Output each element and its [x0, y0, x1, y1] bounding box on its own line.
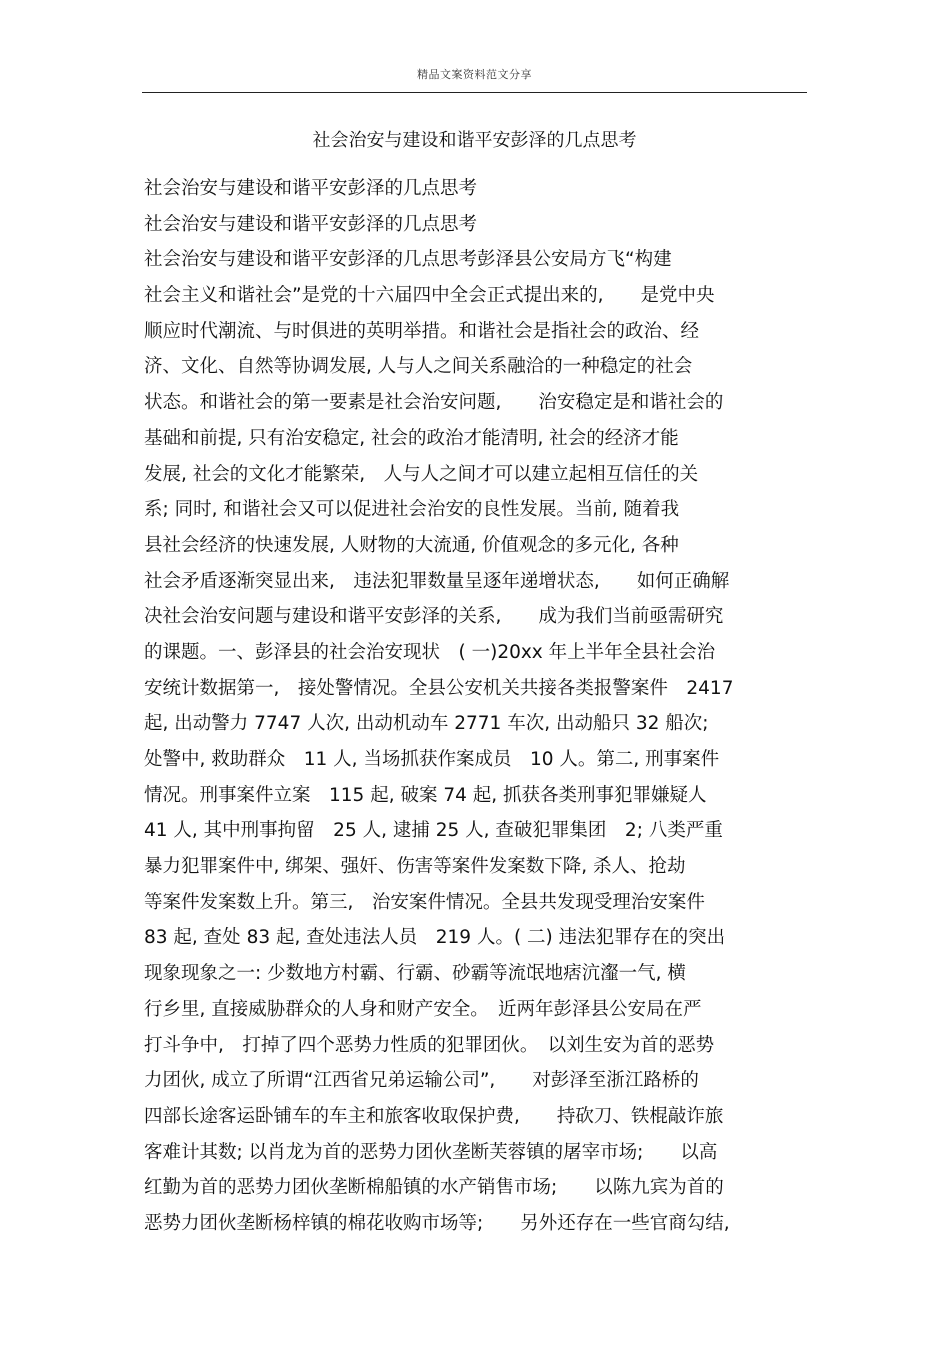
body-line: 社会治安与建设和谐平安彭泽的几点思考 — [144, 213, 478, 235]
body-line: 发展, 社会的文化才能繁荣, 人与人之间才可以建立起相互信任的关 — [144, 463, 699, 485]
body-line: 行乡里, 直接威胁群众的人身和财产安全。 近两年彭泽县公安局在严 — [144, 998, 702, 1020]
body-line: 安统计数据第一, 接处警情况。全县公安机关共接各类报警案件 2417 — [144, 677, 734, 699]
body-line: 现象现象之一: 少数地方村霸、行霸、砂霸等流氓地痞沆瀣一气, 横 — [144, 963, 686, 985]
body-line: 基础和前提, 只有治安稳定, 社会的政治才能清明, 社会的经济才能 — [144, 427, 679, 449]
body-line: 顺应时代潮流、与时俱进的英明举措。和谐社会是指社会的政治、经 — [144, 320, 700, 342]
body-line: 打斗争中, 打掉了四个恶势力性质的犯罪团伙。 以刘生安为首的恶势 — [144, 1034, 715, 1056]
body-line: 41 人, 其中刑事拘留 25 人, 逮捕 25 人, 查破犯罪集团 2; 八类严重 — [144, 820, 723, 842]
body-line: 社会治安与建设和谐平安彭泽的几点思考彭泽县公安局方飞“构建 — [144, 249, 672, 271]
body-line: 社会主义和谐社会”是党的十六届四中全会正式提出来的, 是党中央 — [144, 285, 715, 307]
body-line: 系; 同时, 和谐社会又可以促进社会治安的良性发展。当前, 随着我 — [144, 499, 680, 521]
body-line: 决社会治安问题与建设和谐平安彭泽的关系, 成为我们当前亟需研究 — [144, 606, 724, 628]
body-line: 处警中, 救助群众 11 人, 当场抓获作案成员 10 人。第二, 刑事案件 — [144, 749, 720, 770]
page-header: 精品文案资料范文分享 — [417, 68, 532, 81]
body-line: 状态。和谐社会的第一要素是社会治安问题, 治安稳定是和谐社会的 — [144, 392, 724, 414]
body-line: 暴力犯罪案件中, 绑架、强奸、伤害等案件发案数下降, 杀人、抢劫 — [144, 856, 686, 878]
body-line: 恶势力团伙垄断杨梓镇的棉花收购市场等; 另外还存在一些官商勾结, — [144, 1212, 730, 1234]
body-line: 济、文化、自然等协调发展, 人与人之间关系融洽的一种稳定的社会 — [144, 356, 693, 378]
document-body — [144, 171, 816, 1242]
body-line: 83 起, 查处 83 起, 查处违法人员 219 人。( 二) 违法犯罪存在的突出 — [144, 927, 726, 949]
body-line: 起, 出动警力 7747 人次, 出动机动车 2771 车次, 出动船只 32 船次; — [144, 713, 709, 735]
body-line: 社会治安与建设和谐平安彭泽的几点思考 — [144, 178, 478, 199]
body-line: 的课题。一、彭泽县的社会治安现状 ( 一)20xx 年上半年全县社会治 — [144, 641, 716, 663]
header-divider — [142, 92, 807, 93]
body-line: 社会矛盾逐渐突显出来, 违法犯罪数量呈逐年递增状态, 如何正确解 — [144, 570, 730, 592]
body-line: 县社会经济的快速发展, 人财物的大流通, 价值观念的多元化, 各种 — [144, 534, 679, 556]
body-line: 等案件发案数上升。第三, 治安案件情况。全县共发现受理治安案件 — [144, 891, 705, 913]
document-title: 社会治安与建设和谐平安彭泽的几点思考 — [312, 130, 637, 151]
body-line: 四部长途客运卧铺车的车主和旅客收取保护费, 持砍刀、铁棍敲诈旅 — [144, 1105, 724, 1127]
body-line: 客难计其数; 以肖龙为首的恶势力团伙垄断芙蓉镇的屠宰市场; 以高 — [144, 1141, 718, 1163]
body-line: 情况。刑事案件立案 115 起, 破案 74 起, 抓获各类刑事犯罪嫌疑人 — [144, 784, 707, 806]
body-line: 红勤为首的恶势力团伙垄断棉船镇的水产销售市场; 以陈九宾为首的 — [144, 1177, 724, 1199]
body-line: 力团伙, 成立了所谓“江西省兄弟运输公司”, 对彭泽至浙江路桥的 — [144, 1070, 699, 1092]
